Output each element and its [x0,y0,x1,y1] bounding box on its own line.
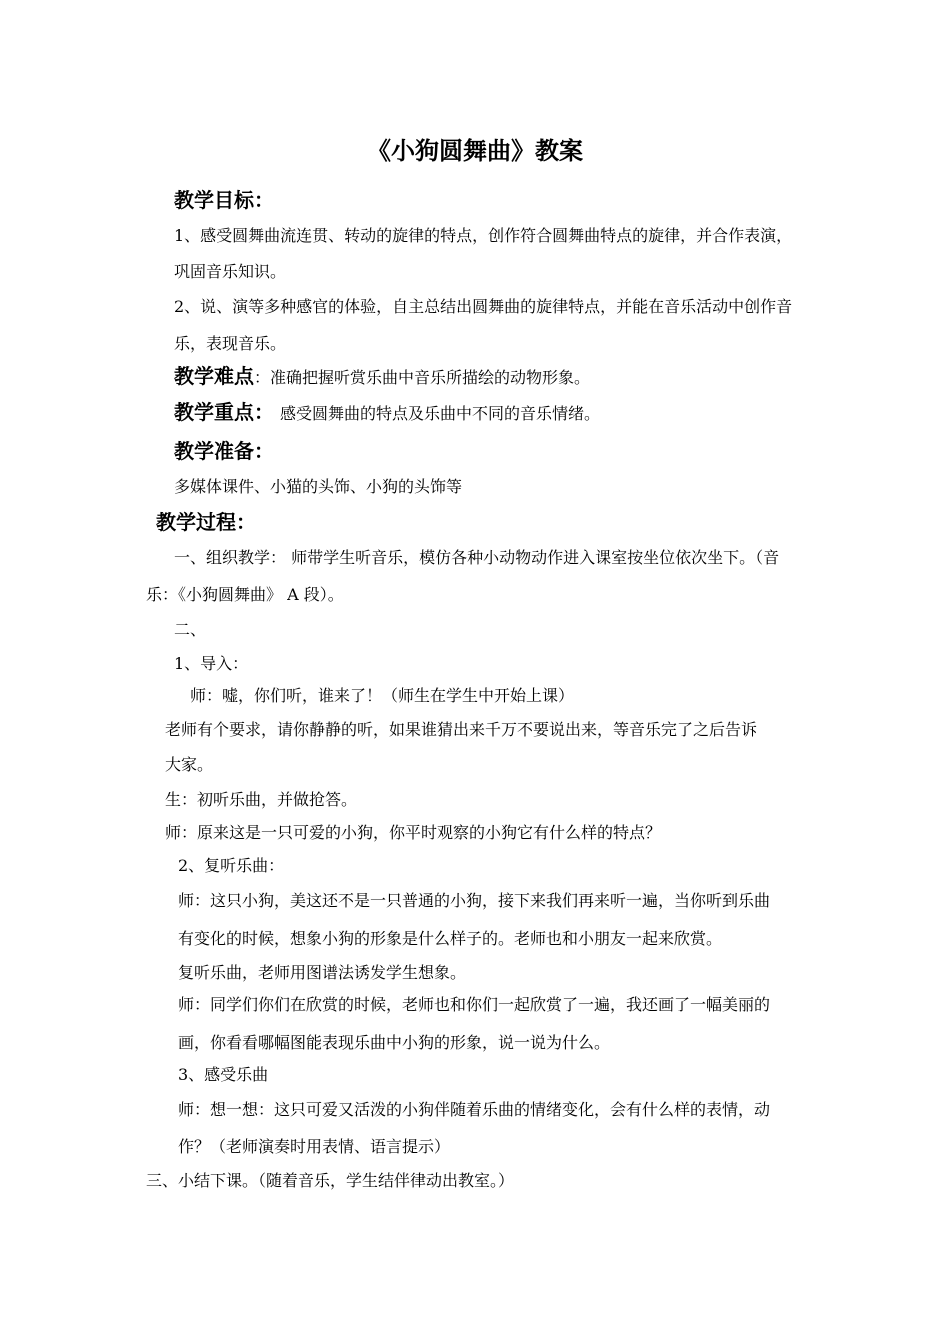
intro-student: 生：初听乐曲，并做抢答。 [165,790,358,809]
intro-teacher-1: 师：嘘，你们听，谁来了！（师生在学生中开始上课） [190,686,575,705]
relisten-note: 复听乐曲，老师用图谱法诱发学生想象。 [178,963,467,982]
section-1-line-2: 乐：《小狗圆舞曲》 A 段）。 [146,585,344,604]
relisten-teacher-1-line-2: 有变化的时候，想象小狗的形象是什么样子的。老师也和小朋友一起来欣赏。 [178,929,723,948]
relisten-heading: 2、复听乐曲： [178,856,285,875]
intro-heading: 1、导入： [174,654,249,673]
feel-teacher-line-1: 师：想一想：这只可爱又活泼的小狗伴随着乐曲的情绪变化，会有什么样的表情，动 [178,1100,771,1119]
intro-teacher-3: 师：原来这是一只可爱的小狗，你平时观察的小狗它有什么样的特点？ [165,823,662,842]
keypoint-paragraph [174,402,600,424]
difficulty-paragraph [174,366,590,388]
relisten-teacher-1-line-1: 师：这只小狗，美这还不是一只普通的小狗，接下来我们再来听一遍，当你听到乐曲 [178,891,771,910]
section-2-heading: 二、 [174,620,207,639]
section-1-line-1: 一、组织教学： 师带学生听音乐，模仿各种小动物动作进入课室按坐位依次坐下。（音 [174,548,780,567]
objectives-heading: 教学目标： [174,188,274,212]
objective-1-line-2: 巩固音乐知识。 [174,262,287,281]
relisten-teacher-2-line-2: 画，你看看哪幅图能表现乐曲中小狗的形象，说一说为什么。 [178,1033,611,1052]
section-3: 三、小结下课。（随着音乐，学生结伴律动出教室。） [146,1171,515,1190]
preparation-text: 多媒体课件、小猫的头饰、小狗的头饰等 [174,477,463,496]
relisten-teacher-2-line-1: 师：同学们你们在欣赏的时候，老师也和你们一起欣赏了一遍，我还画了一幅美丽的 [178,995,771,1014]
intro-teacher-2-line-1: 老师有个要求，请你静静的听，如果谁猜出来千万不要说出来，等音乐完了之后告诉 [165,720,758,739]
keypoint-text: 感受圆舞曲的特点及乐曲中不同的音乐情绪。 [280,404,601,423]
feel-heading: 3、感受乐曲 [178,1065,269,1084]
objective-1-line-1: 1、感受圆舞曲流连贯、转动的旋律的特点，创作符合圆舞曲特点的旋律，并合作表演， [174,226,793,245]
objective-2-line-2: 乐，表现音乐。 [174,334,287,353]
process-heading: 教学过程： [156,510,256,534]
difficulty-label: 教学难点 [174,364,254,388]
preparation-heading: 教学准备： [174,439,274,463]
keypoint-label: 教学重点： [174,400,274,424]
page-title: 《小狗圆舞曲》教案 [367,137,583,165]
difficulty-text: ：准确把握听赏乐曲中音乐所描绘的动物形象。 [254,368,591,387]
objective-2-line-1: 2、说、演等多种感官的体验，自主总结出圆舞曲的旋律特点，并能在音乐活动中创作音 [174,297,793,316]
intro-teacher-2-line-2: 大家。 [165,755,214,774]
feel-teacher-line-2: 作？（老师演奏时用表情、语言提示） [178,1137,451,1156]
